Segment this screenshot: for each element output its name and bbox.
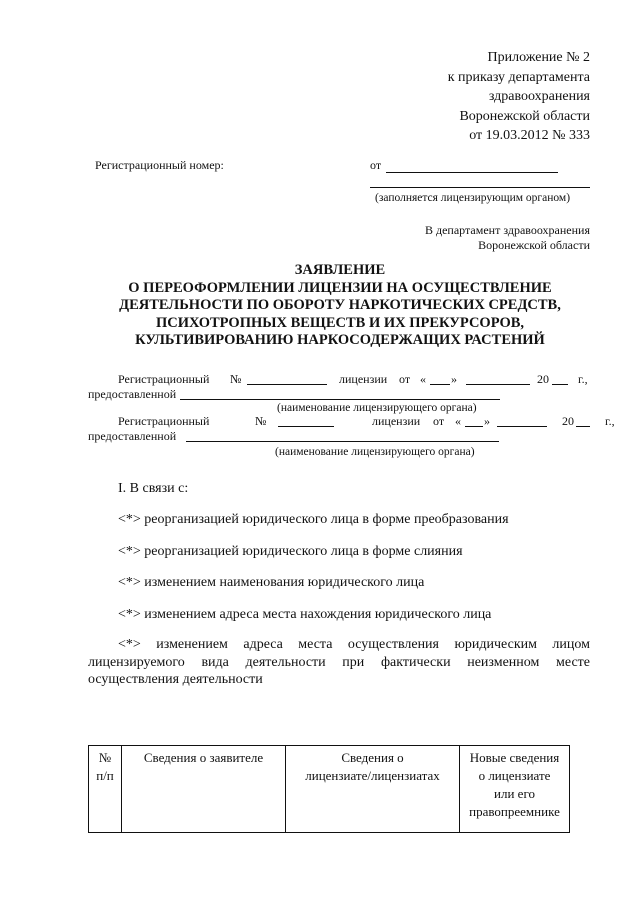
license-reg-label: Регистрационный [118,414,210,428]
year-suffix: г., [605,414,615,428]
quote-open: « [455,414,461,428]
applicant-info-table [88,745,570,833]
col-number-header [89,746,122,833]
license-day-field[interactable] [430,384,450,385]
license-from-label: от [433,414,445,428]
reason-option-1[interactable]: <*> реорганизацией юридического лица в форме преобразования [118,512,509,527]
title-line-2: О ПЕРЕОФОРМЛЕНИИ ЛИЦЕНЗИИ НА ОСУЩЕСТВЛЕНИЕ [128,279,552,296]
appendix-line-1: Приложение № 2 [487,50,590,65]
col-licensee-header [286,746,460,833]
quote-close: » [484,414,490,428]
document-title [90,262,590,350]
section-1-heading: I. В связи с: [118,481,189,496]
title-line-1: ЗАЯВЛЕНИЕ [294,262,386,278]
appendix-line-5: от 19.03.2012 № 333 [469,128,590,143]
col-new-info-line-2: о лицензиате [478,768,551,783]
title-line-5: КУЛЬТИВИРОВАНИЮ НАРКОСОДЕРЖАЩИХ РАСТЕНИЙ [135,332,545,348]
authority-name-caption: (наименование лицензирующего органа) [277,402,477,414]
col-number-sign: № [98,750,112,765]
quote-close: » [451,372,457,386]
col-applicant-label: Сведения о заявителе [143,750,264,765]
reason-option-2[interactable]: <*> реорганизацией юридического лица в форме слияния [118,544,463,559]
licensing-authority-field[interactable] [186,441,499,442]
license-year-field[interactable] [552,384,568,385]
license-from-label: от [399,372,411,386]
reason-option-5-text: <*> изменением адреса места осуществления юридическим лицом лицензируемого вида деятельности при фактически неизменном месте осуществления деятельности [88,637,590,687]
appendix-header [330,48,590,146]
license-month-field[interactable] [466,384,530,385]
provided-label: предоставленной [88,429,177,443]
registration-number-field[interactable] [370,187,590,188]
col-licensee-line-2: лицензиате/лицензиатах [305,768,440,783]
table-header-row [89,746,570,833]
license-num-sign: № [230,372,242,386]
recipient-line-2: Воронежской области [478,238,590,252]
provided-label: предоставленной [88,387,177,401]
recipient-block [425,223,590,253]
reason-option-4[interactable]: <*> изменением адреса места нахождения юридического лица [118,607,492,622]
appendix-line-3: здравоохранения [488,89,590,104]
year-prefix: 20 [562,414,574,428]
col-number-abbr: п/п [96,768,114,783]
reason-option-3[interactable]: <*> изменением наименования юридического лица [118,575,425,590]
title-line-4: ПСИХОТРОПНЫХ ВЕЩЕСТВ И ИХ ПРЕКУРСОРОВ, [155,314,525,331]
col-new-info-line-1: Новые сведения [469,750,560,765]
licensing-authority-field[interactable] [180,399,500,400]
authority-name-caption: (наименование лицензирующего органа) [275,446,475,458]
license-year-field[interactable] [576,426,590,427]
filled-by-note: (заполняется лицензирующим органом) [375,192,571,204]
license-day-field[interactable] [465,426,483,427]
registration-number-label: Регистрационный номер: [95,158,224,172]
quote-open: « [420,372,426,386]
license-number-field[interactable] [247,384,327,385]
license-num-sign: № [255,414,267,428]
reason-option-5[interactable] [88,636,590,689]
license-word: лицензии [339,372,388,386]
year-prefix: 20 [537,372,549,386]
recipient-line-1: В департамент здравоохранения [424,223,590,237]
license-reg-label: Регистрационный [118,372,210,386]
col-licensee-line-1: Сведения о [341,750,404,765]
col-new-info-line-4: правопреемнике [469,804,560,819]
registration-date-field[interactable] [386,172,558,173]
license-word: лицензии [372,414,421,428]
appendix-line-4: Воронежской области [459,108,590,124]
title-line-3: ДЕЯТЕЛЬНОСТИ ПО ОБОРОТУ НАРКОТИЧЕСКИХ СРЕДСТВ, [119,297,561,313]
col-applicant-header [122,746,286,833]
license-month-field[interactable] [497,426,547,427]
col-new-info-line-3: или его [494,786,535,801]
registration-from-label: от [370,158,382,172]
col-new-info-header [460,746,570,833]
appendix-line-2: к приказу департамента [447,69,590,85]
license-number-field[interactable] [278,426,334,427]
year-suffix: г., [578,372,588,386]
